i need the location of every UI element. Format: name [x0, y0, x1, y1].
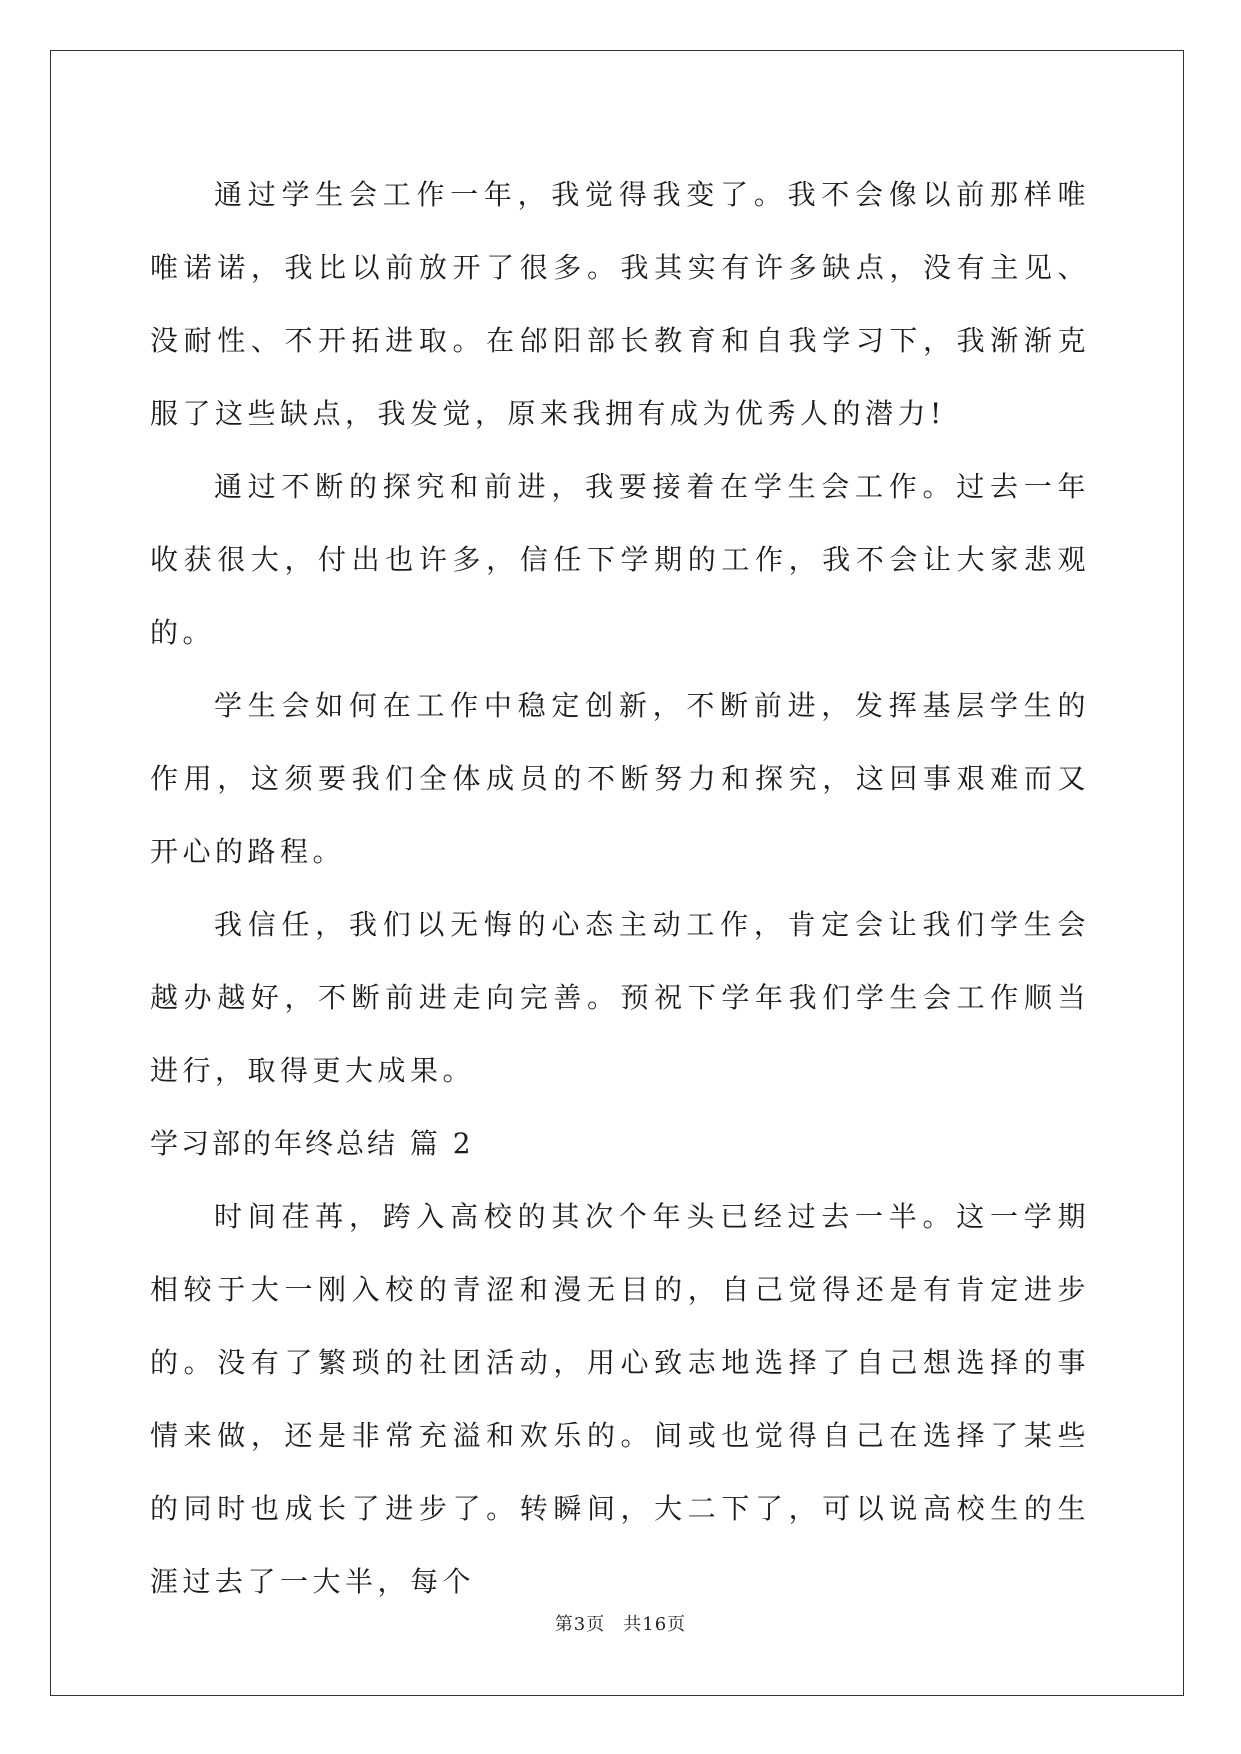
paragraph: 学生会如何在工作中稳定创新，不断前进，发挥基层学生的作用，这须要我们全体成员的不断努力和探究，这回事艰难而又开心的路程。 [150, 689, 1090, 868]
page-footer [0, 1610, 1241, 1636]
page-number-total: 共16页 [623, 1614, 687, 1635]
page-number-current: 第3页 [554, 1614, 606, 1635]
section-heading: 学习部的年终总结 篇 2 [150, 1127, 474, 1160]
paragraph: 通过不断的探究和前进，我要接着在学生会工作。过去一年收获很大，付出也许多，信任下学期的工作，我不会让大家悲观的。 [150, 470, 1090, 649]
document-body [150, 158, 1090, 1618]
paragraph: 时间荏苒，跨入高校的其次个年头已经过去一半。这一学期相较于大一刚入校的青涩和漫无目的，自己觉得还是有肯定进步的。没有了繁琐的社团活动，用心致志地选择了自己想选择的事情来做，还是非常充溢和欢乐的。间或也觉得自己在选择了某些的同时也成长了进步了。转瞬间，大二下了，可以说高校生的生涯过去了一大半，每个 [150, 1200, 1090, 1598]
paragraph: 通过学生会工作一年，我觉得我变了。我不会像以前那样唯唯诺诺，我比以前放开了很多。我其实有许多缺点，没有主见、没耐性、不开拓进取。在邰阳部长教育和自我学习下，我渐渐克服了这些缺点，我发觉，原来我拥有成为优秀人的潜力! [150, 178, 1090, 430]
paragraph: 我信任，我们以无悔的心态主动工作，肯定会让我们学生会越办越好，不断前进走向完善。预祝下学年我们学生会工作顺当进行，取得更大成果。 [150, 908, 1090, 1087]
